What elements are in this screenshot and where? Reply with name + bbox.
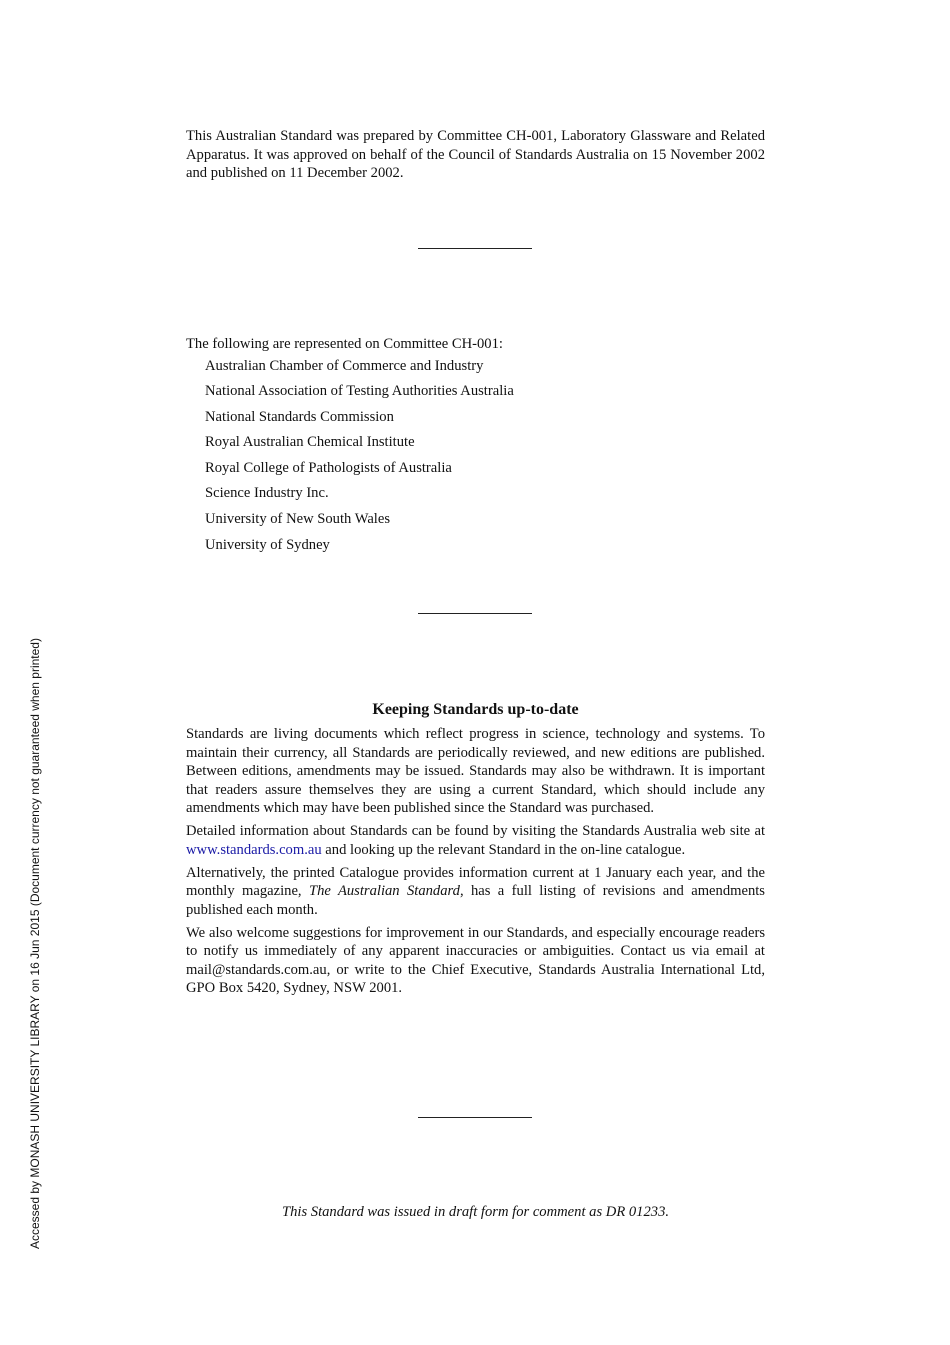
divider-rule [418,613,532,614]
standards-website-link[interactable]: www.standards.com.au [186,841,322,858]
committee-member: National Association of Testing Authorities Australia [205,383,514,400]
committee-section [186,335,765,558]
committee-intro: The following are represented on Committee CH-001: [186,336,503,352]
committee-member: Royal Australian Chemical Institute [205,434,415,451]
preparation-note: This Australian Standard was prepared by Committee CH-001, Laboratory Glassware and Related Apparatus. It was approved on behalf of the Council of Standards Australia on 15 November 2002 and published on 11 December 2002. [186,128,765,181]
paragraph-living-documents: Standards are living documents which reflect progress in science, technology and systems. To maintain their currency, all Standards are periodically reviewed, and new editions are published. Between editions, amendments may be issued. Standards may also be withdrawn. It is important that readers assure themselves they are using a current Standard, which should include any amendments which may have been published since the Standard was purchased. [186,726,765,816]
paragraph-text: , has a full listing of revisions and amendments published each month. [186,883,765,918]
committee-member: Australian Chamber of Commerce and Industry [205,357,484,374]
keeping-up-to-date-body [186,725,765,1002]
paragraph-web-site [186,822,765,859]
committee-member: Science Industry Inc. [205,485,329,502]
divider-rule [418,248,532,249]
paragraph-text: and looking up the relevant Standard in the on-line catalogue. [321,841,686,858]
paragraph-text: Alternatively, the printed Catalogue provides information current at 1 January each year, and the monthly magazine, [186,864,765,899]
access-watermark: Accessed by MONASH UNIVERSITY LIBRARY on 16 Jun 2015 (Document currency not guaranteed when printed) [28,638,42,1249]
draft-note: This Standard was issued in draft form for comment as DR 01233. [281,1204,670,1220]
paragraph-catalogue [186,864,765,920]
divider-rule [418,1117,532,1118]
committee-member: University of New South Wales [205,511,391,528]
paragraph-text: Detailed information about Standards can be found by visiting the Standards Australia web site at [186,823,765,839]
paragraph-suggestions: We also welcome suggestions for improvement in our Standards, and especially encourage readers to notify us immediately of any apparent inaccuracies or ambiguities. Contact us via email at mail@standards.com.au, or write to the Chief Executive, Standards Australia International Ltd, GPO Box 5420, Sydney, NSW 2001. [186,924,765,996]
committee-member: National Standards Commission [205,408,394,425]
committee-member-list [186,354,765,559]
committee-member: Royal College of Pathologists of Australia [205,459,452,476]
committee-member: University of Sydney [205,536,330,553]
magazine-title: The Australian Standard [308,883,460,899]
section-heading: Keeping Standards up-to-date [372,701,579,718]
